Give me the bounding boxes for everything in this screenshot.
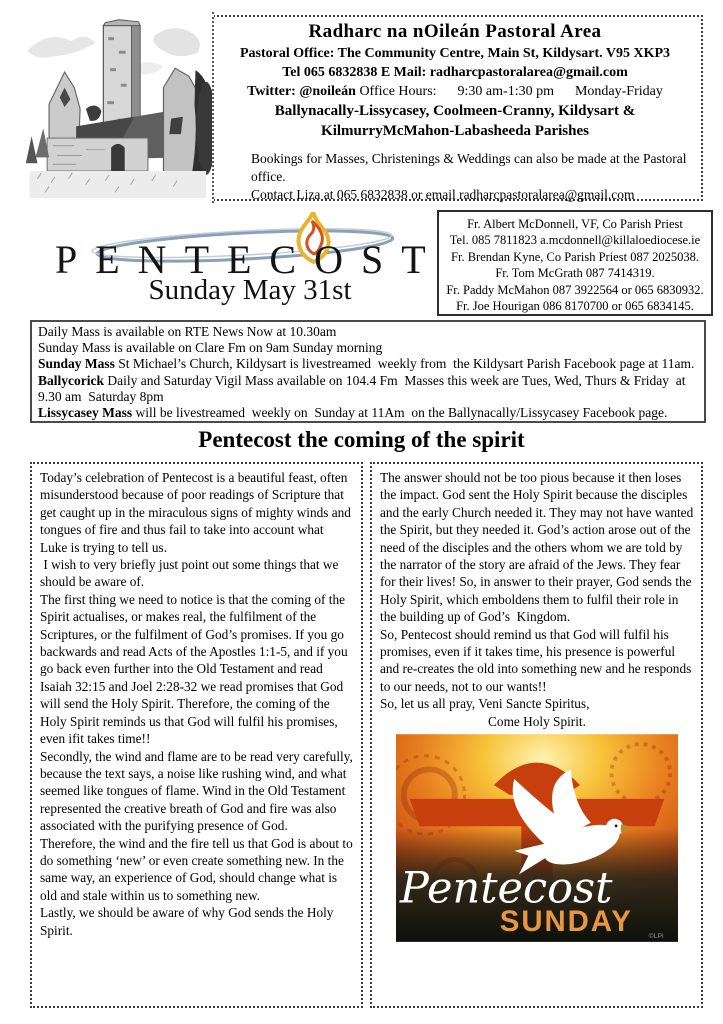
priest-line: Tel. 085 7811823 a.mcdonnell@killaloediocese.ie (449, 233, 701, 248)
image-watermark: ©LPi (648, 932, 664, 940)
mass-line-text: Daily Mass is available on RTE News Now at 10.30am (38, 324, 337, 339)
article-closing-line: Come Holy Spirit. (488, 713, 586, 729)
mass-line-lead: Lissycasey Mass (38, 405, 133, 421)
twitter-handle: Twitter: @noileán (247, 84, 356, 99)
mass-info-line (38, 405, 698, 421)
church-ruins-sketch-icon (18, 12, 212, 203)
mass-schedule-box (30, 320, 706, 423)
article-paragraph: The answer should not be too pious because it then loses the impact. God sent the Holy Spirit because the disciples and the early Church needed it. They may not have wanted the Spirit, but they needed it. God’s action arose out of the need of the disciples and the others whom we are told by the narrator of the story are afraid of the Jews. They fear for their lives! So, in answer to their prayer, God sends the Holy Spirit, which emboldens them to fulfil their role in the building up of God’s Kingdom. (380, 470, 697, 625)
article-left-column (30, 462, 363, 1008)
priest-line: Fr. Paddy McMahon 087 3922564 or 065 6830932. (446, 282, 704, 297)
priest-line: Fr. Joe Hourigan 086 8170700 or 065 6834145. (456, 299, 694, 314)
article-paragraph: The first thing we need to notice is that the coming of the Spirit actualises, or makes real, the fulfilment of the Scriptures, or the fulfilment of God’s promises. If you go backwards and read Acts of the Apostles 1:1-5, and if you go back even further into the Old Testament and read Isaiah 32:15 and Joel 2:28-32 we read promises that God will send the Holy Spirit. Therefore, the coming of the Holy Spirit reminds us that God will fulfil his promises, even ifit takes time!! (40, 591, 351, 747)
mass-info-line (38, 340, 698, 356)
article-columns (30, 462, 706, 1008)
office-hours-text: Office Hours: 9:30 am-1:30 pm Monday-Friday (355, 84, 663, 99)
bookings-line-2: Contact Liza at 065 6832838 or email radharcpastoralarea@gmail.com (251, 187, 635, 202)
priest-line: Fr. Albert McDonnell, VF, Co Parish Priest (467, 217, 683, 231)
article-paragraph: Today’s celebration of Pentecost is a beautiful feast, often misunderstood because of poor readings of Scripture that get caught up in the miraculous signs of mighty winds and tongues of fire and thus fail to take into account what Luke is trying to tell us. (40, 470, 355, 555)
article-paragraph: Lastly, we should be aware of why God sends the Holy Spirit. (40, 905, 337, 938)
priests-contact-box (437, 210, 713, 316)
mass-line-text: Sunday Mass is available on Clare Fm on 9am Sunday morning (38, 340, 383, 356)
header-spacer (214, 141, 696, 150)
pentecost-sunday-image (396, 734, 678, 942)
mass-info-line (38, 324, 698, 340)
article-paragraph: Secondly, the wind and flame are to be read very carefully, because the text says, a noise like rushing wind, and what seemed like tongues of flame. Wind in the Old Testament represented the creative breath of God and fire was also associated with the purifying presence of God. (40, 748, 357, 834)
mass-line-text: will be livestreamed weekly on Sunday at 11Am on the Ballynacally/Lissycasey Facebook page. (132, 405, 668, 421)
mass-line-text: Daily and Saturday Vigil Mass available on 104.4 Fm Masses this week are Tues, Wed, Thurs & Friday at 9.30 am Saturday 8pm (38, 372, 689, 404)
pentecost-script-text: Pentecost (399, 863, 613, 914)
article-paragraph: So, Pentecost should remind us that God will fulfil his promises, even if it takes time, his presence is powerful and re-creates the old into something new and he responds to our needs, not to our wants!! (380, 626, 695, 694)
header-content (214, 20, 696, 204)
article-title: Pentecost the coming of the spirit (198, 427, 525, 452)
bookings-line-1: Bookings for Masses, Christenings & Weddings can also be made at the Pastoral office. (251, 151, 687, 184)
article-paragraph: I wish to very briefly just point out some things that we should be aware of. (40, 557, 342, 590)
mass-line-lead: Ballycorick (38, 372, 104, 388)
sunday-caps-text: SUNDAY (499, 905, 633, 939)
pastoral-area-title: Radharc na nOileán Pastoral Area (308, 21, 602, 42)
church-ruins-illustration (18, 12, 214, 203)
header-hours-line (214, 82, 696, 101)
pastoral-office-line: Pastoral Office: The Community Centre, Main St, Kildysart. V95 XKP3 (239, 46, 671, 61)
header-contact-line: Tel 065 6832838 E Mail: radharcpastoralarea@gmail.com (282, 65, 628, 80)
article-paragraph: So, let us all pray, Veni Sancte Spiritus, (380, 696, 590, 712)
parishes-line-2: KilmurryMcMahon-Labasheeda Parishes (321, 123, 589, 139)
priest-line: Fr. Tom McGrath 087 7414319. (495, 266, 655, 281)
pentecost-logo-text: PENTECOST (55, 237, 444, 282)
mass-info-line (38, 356, 698, 372)
priest-line: Fr. Brendan Kyne, Co Parish Priest 087 2025038. (451, 249, 699, 264)
pentecost-banner (30, 212, 444, 316)
mass-info-line (38, 373, 698, 405)
parishes-line-1: Ballynacally-Lissycasey, Coolmeen-Cranny, Kildysart & (274, 103, 636, 119)
article-paragraph: Therefore, the wind and the fire tell us that God is about to do something ‘new’ or even create something new. In the same way, an experience of God, should change what is old and stale within us to something new. (40, 835, 357, 903)
pentecost-date: Sunday May 31st (148, 274, 352, 306)
article-right-column (370, 462, 703, 1008)
mass-line-text: St Michael’s Church, Kildysart is livestreamed weekly from the Kildysart Parish Facebook page at 11am. (114, 356, 695, 372)
mass-line-lead: Sunday Mass (38, 356, 115, 372)
